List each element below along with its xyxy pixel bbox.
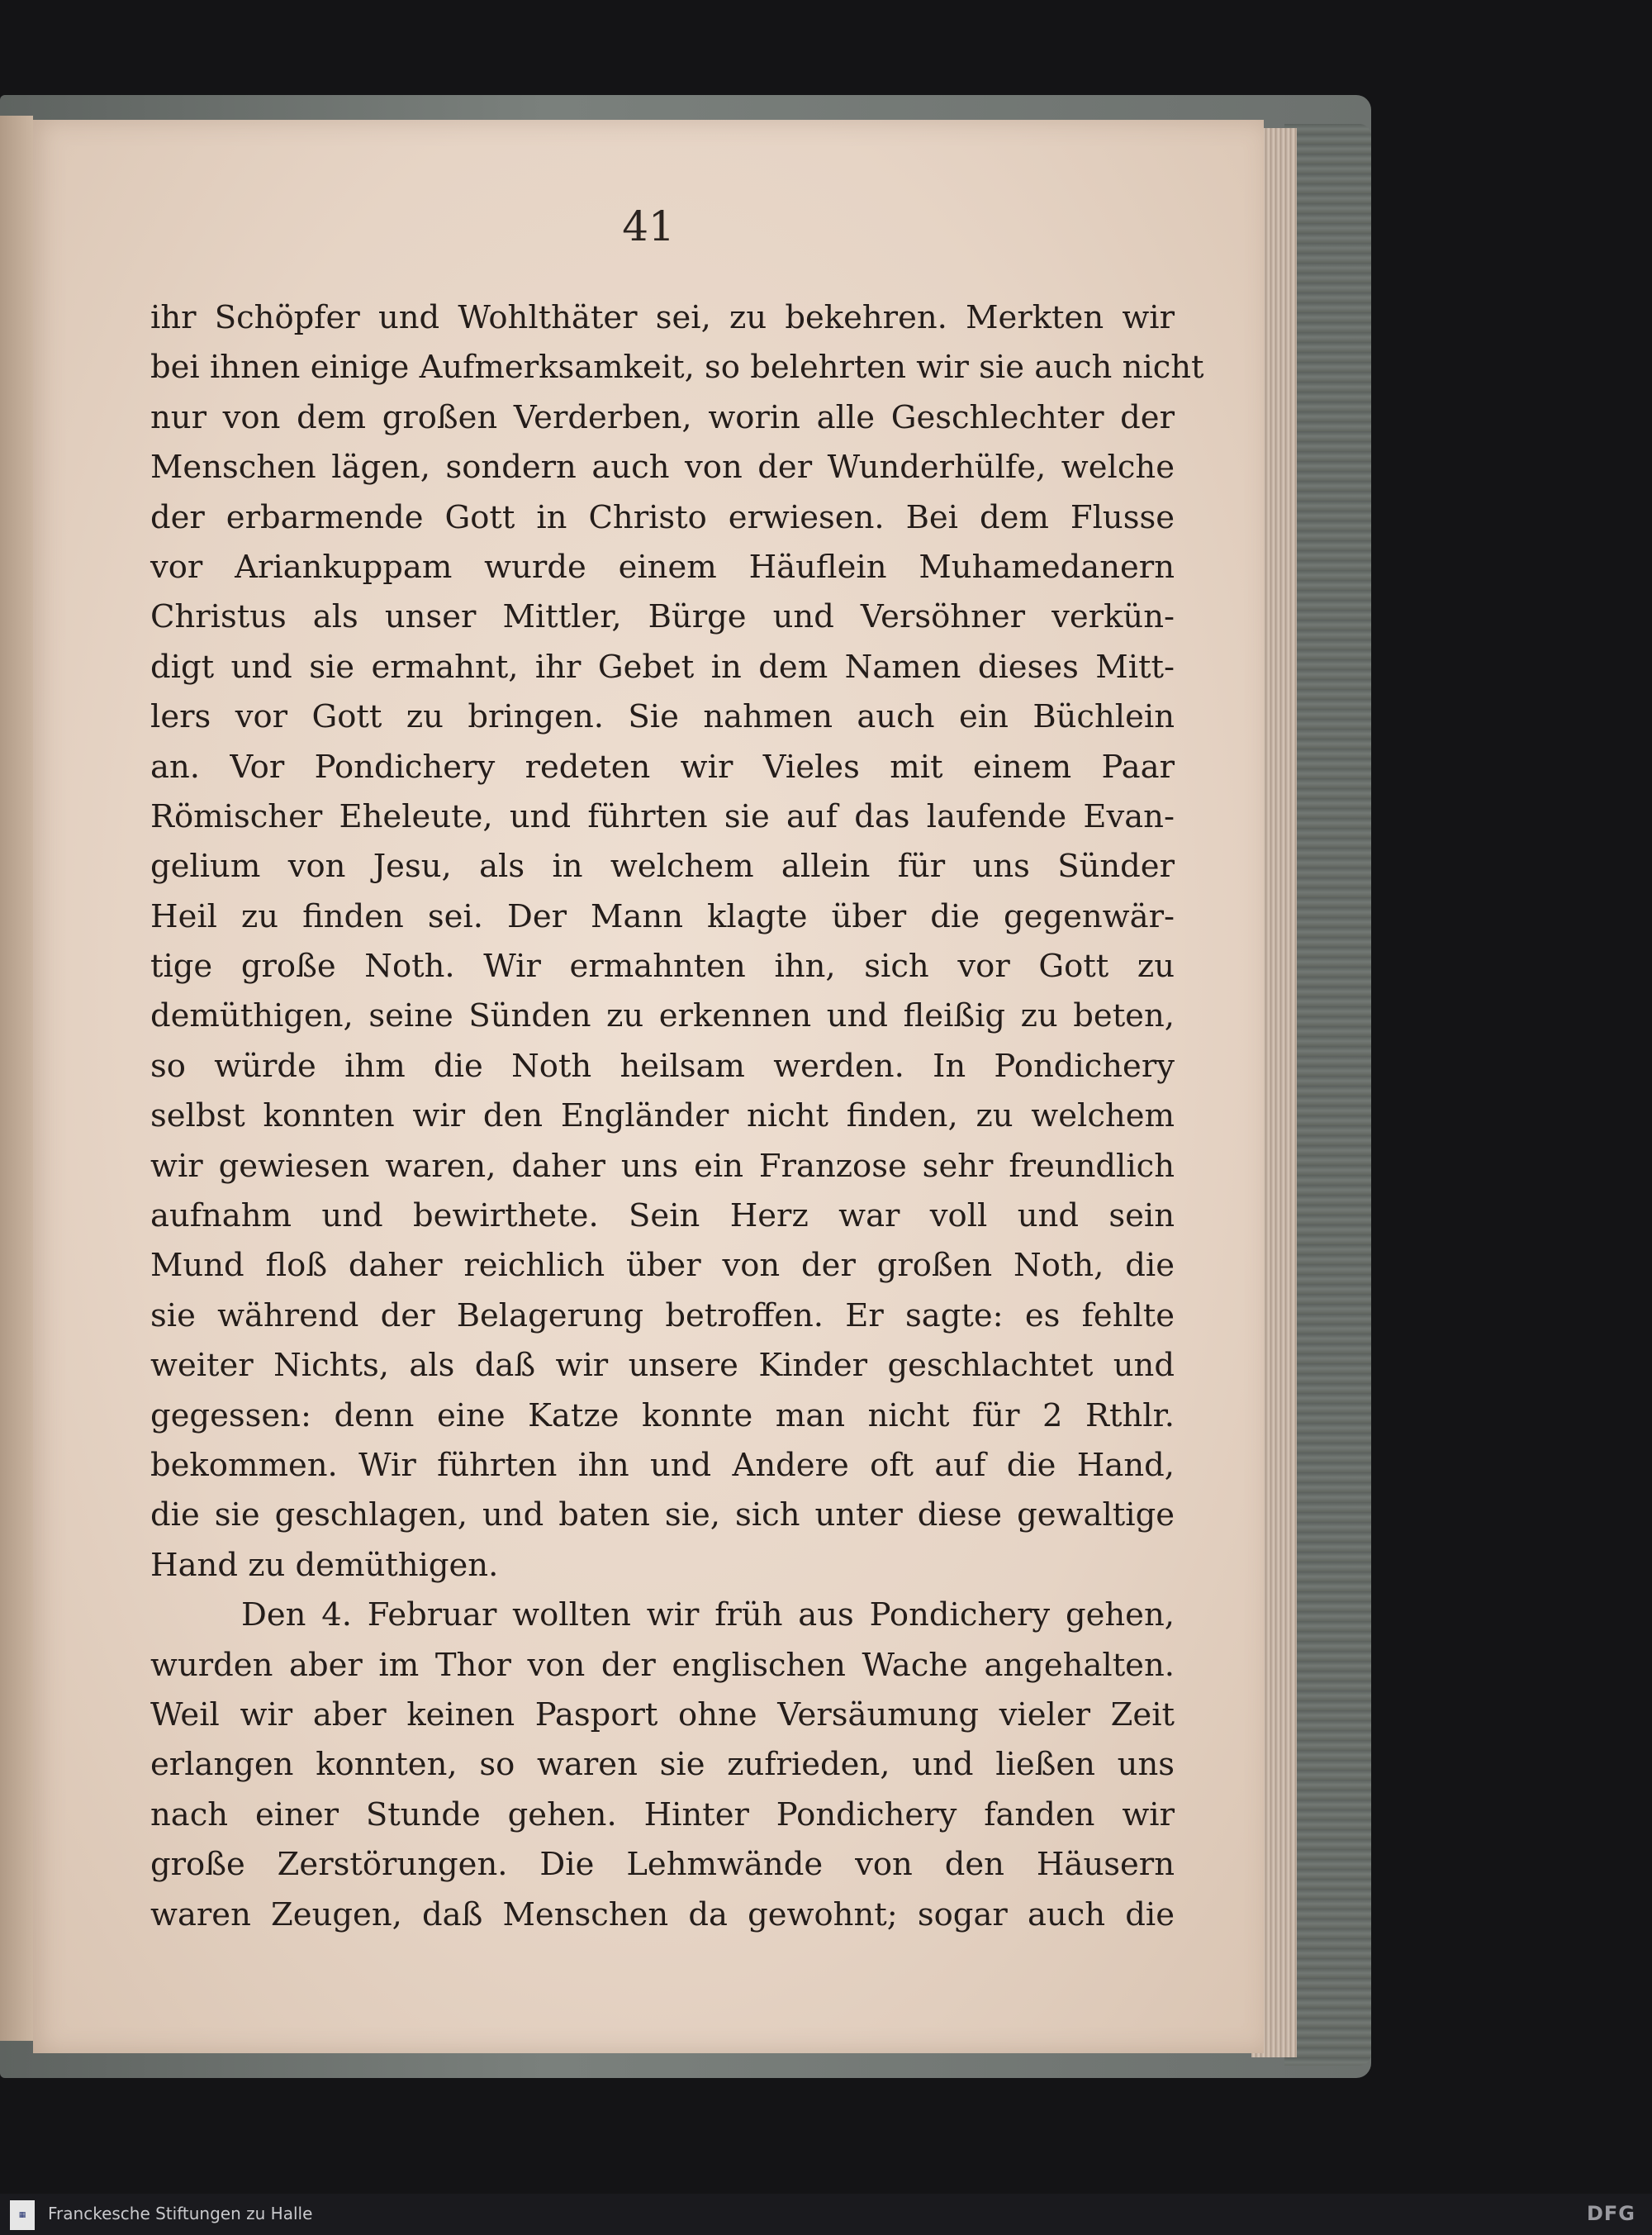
text-line: bekommen. Wir führten ihn und Andere oft auf die Hand, (150, 1446, 1175, 1484)
paragraph-end-line: Hand zu demüthigen. (150, 1546, 499, 1584)
text-line: erlangen konnten, so waren sie zufrieden, und ließen uns (150, 1746, 1175, 1784)
text-line: tige große Noth. Wir ermahnten ihn, sich vor Gott zu (150, 948, 1175, 986)
text-line: große Zerstörungen. Die Lehmwände von den Häusern (150, 1846, 1175, 1884)
text-line: sie während der Belagerung betroffen. Er sagte: es fehlte (150, 1296, 1175, 1334)
text-line: aufnahm und bewirthete. Sein Herz war voll und sein (150, 1197, 1175, 1235)
paragraph-start-line: Den 4. Februar wollten wir früh aus Pondichery gehen, (241, 1596, 1175, 1634)
institution-name: Franckesche Stiftungen zu Halle (48, 2204, 313, 2223)
text-line: wurden aber im Thor von der englischen Wache angehalten. (150, 1646, 1175, 1684)
text-line: nach einer Stunde gehen. Hinter Pondichery fanden wir (150, 1795, 1175, 1833)
text-block (150, 293, 1204, 1940)
book-page (33, 120, 1264, 2053)
text-line: digt und sie ermahnt, ihr Gebet in dem Namen dieses Mitt- (150, 648, 1175, 686)
text-line: Menschen lägen, sondern auch von der Wunderhülfe, welche (150, 449, 1175, 487)
dfg-logo: DFG (1586, 2202, 1635, 2225)
text-line: selbst konnten wir den Engländer nicht finden, zu welchem (150, 1097, 1175, 1135)
text-line: gegessen: denn eine Katze konnte man nicht für 2 Rthlr. (150, 1396, 1175, 1434)
text-line: gelium von Jesu, als in welchem allein für uns Sünder (150, 848, 1175, 886)
text-line: demüthigen, seine Sünden zu erkennen und fleißig zu beten, (150, 997, 1175, 1035)
text-line: die sie geschlagen, und baten sie, sich unter diese gewaltige (150, 1496, 1175, 1534)
text-line: lers vor Gott zu bringen. Sie nahmen auch ein Büchlein (150, 698, 1175, 736)
text-line: bei ihnen einige Aufmerksamkeit, so belehrten wir sie auch nicht (150, 349, 1204, 387)
text-line: Mund floß daher reichlich über von der großen Noth, die (150, 1247, 1175, 1285)
text-line: Römischer Eheleute, und führten sie auf das laufende Evan- (150, 797, 1175, 835)
text-line: waren Zeugen, daß Menschen da gewohnt; sogar auch die (150, 1895, 1175, 1933)
text-line: weiter Nichts, als daß wir unsere Kinder geschlachtet und (150, 1347, 1175, 1385)
text-line: vor Ariankuppam wurde einem Häuflein Muhamedanern (150, 548, 1175, 586)
page-number: 41 (622, 202, 675, 250)
institution-logo-icon: ▦ (10, 2200, 35, 2230)
text-line: ihr Schöpfer und Wohlthäter sei, zu bekehren. Merkten wir (150, 299, 1175, 336)
book-cover-edge (1284, 124, 1371, 2066)
viewer-footer (0, 2194, 1652, 2235)
text-line: an. Vor Pondichery redeten wir Vieles mit einem Paar (150, 748, 1175, 786)
text-line: Christus als unser Mittler, Bürge und Versöhner verkün- (150, 598, 1175, 636)
text-line: nur von dem großen Verderben, worin alle Geschlechter der (150, 398, 1175, 436)
facing-page-edge (0, 116, 33, 2041)
text-line: so würde ihm die Noth heilsam werden. In Pondichery (150, 1047, 1175, 1085)
text-line: Heil zu finden sei. Der Mann klagte über die gegenwär- (150, 897, 1175, 935)
text-line: wir gewiesen waren, daher uns ein Franzose sehr freundlich (150, 1147, 1175, 1185)
text-line: der erbarmende Gott in Christo erwiesen. Bei dem Flusse (150, 498, 1175, 536)
text-line: Weil wir aber keinen Pasport ohne Versäumung vieler Zeit (150, 1695, 1175, 1733)
